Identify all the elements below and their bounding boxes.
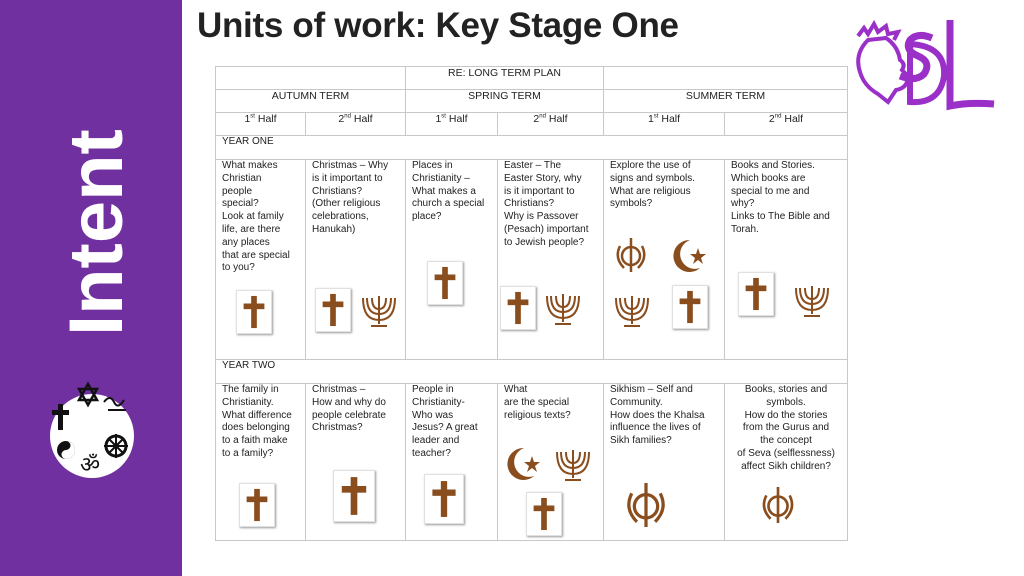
intent-text: Intent	[54, 129, 139, 336]
svg-text:ॐ: ॐ	[80, 453, 101, 478]
half-header: 1st Half	[216, 113, 306, 136]
term-row	[216, 90, 848, 113]
crescent-star-icon	[668, 236, 708, 276]
cross-icon	[738, 272, 774, 316]
year-two-label-row	[216, 360, 848, 384]
sdl-logo-icon	[846, 14, 998, 118]
blank-cell	[604, 67, 848, 90]
term-summer: SUMMER TERM	[604, 90, 848, 113]
faith-symbols-icon	[48, 380, 136, 480]
half-header: 1st Half	[406, 113, 498, 136]
half-header: 2nd Half	[306, 113, 406, 136]
menorah-icon	[555, 444, 591, 484]
cross-icon	[424, 474, 464, 524]
menorah-icon	[794, 280, 830, 320]
khanda-icon	[624, 480, 668, 530]
table-cell: Easter – The Easter Story, why is it important to Christians? Why is Passover (Pesach) important to Jewish people?	[498, 160, 604, 360]
faith-symbols-badge	[48, 380, 136, 480]
menorah-icon	[361, 290, 397, 330]
table-cell: Places in Christianity – What makes a church a special place?	[406, 160, 498, 360]
intent-label	[52, 100, 139, 340]
cross-icon	[500, 286, 536, 330]
table-cell: What are the special religious texts?	[498, 384, 604, 541]
half-header: 1st Half	[604, 113, 725, 136]
table-cell: Christmas – How and why do people celebrate Christmas?	[306, 384, 406, 541]
page-title: Units of work: Key Stage One	[197, 6, 679, 45]
year-one-label-row	[216, 136, 848, 160]
menorah-icon	[614, 290, 650, 330]
menorah-icon	[545, 288, 581, 328]
cross-icon	[315, 288, 351, 332]
term-spring: SPRING TERM	[406, 90, 604, 113]
table-heading: RE: LONG TERM PLAN	[406, 67, 604, 90]
cross-icon	[333, 470, 375, 522]
table-cell: Explore the use of signs and symbols. What are religious symbols?	[604, 160, 725, 360]
table-cell: Sikhism – Self and Community. How does the Khalsa influence the lives of Sikh families?	[604, 384, 725, 541]
year-two-label: YEAR TWO	[216, 360, 848, 384]
half-header: 2nd Half	[498, 113, 604, 136]
table-cell: The family in Christianity. What difference does belonging to a faith make to a family?	[216, 384, 306, 541]
table-cell: People in Christianity- Who was Jesus? A great leader and teacher?	[406, 384, 498, 541]
crescent-star-icon	[502, 444, 542, 484]
table-cell: What makes Christian people special? Look at family life, are there any places that are special to you?	[216, 160, 306, 360]
cross-icon	[672, 285, 708, 329]
khanda-icon	[760, 484, 796, 526]
cross-icon	[236, 290, 272, 334]
sidebar	[0, 0, 182, 576]
school-logo	[846, 14, 998, 118]
table-cell: Christmas – Why is it important to Christians? (Other religious celebrations, Hanukah)	[306, 160, 406, 360]
term-autumn: AUTUMN TERM	[216, 90, 406, 113]
cross-icon	[526, 492, 562, 536]
cross-icon	[239, 483, 275, 527]
blank-cell	[216, 67, 406, 90]
khanda-icon	[614, 236, 648, 274]
half-header: 2nd Half	[725, 113, 848, 136]
table-cell: Books, stories and symbols. How do the stories from the Gurus and the concept of Seva (selflessness) affect Sikh children?	[725, 384, 848, 541]
table-cell: Books and Stories. Which books are special to me and why? Links to The Bible and Torah.	[725, 160, 848, 360]
table-heading-row	[216, 67, 848, 90]
year-one-label: YEAR ONE	[216, 136, 848, 160]
cross-icon	[427, 261, 463, 305]
half-row	[216, 113, 848, 136]
